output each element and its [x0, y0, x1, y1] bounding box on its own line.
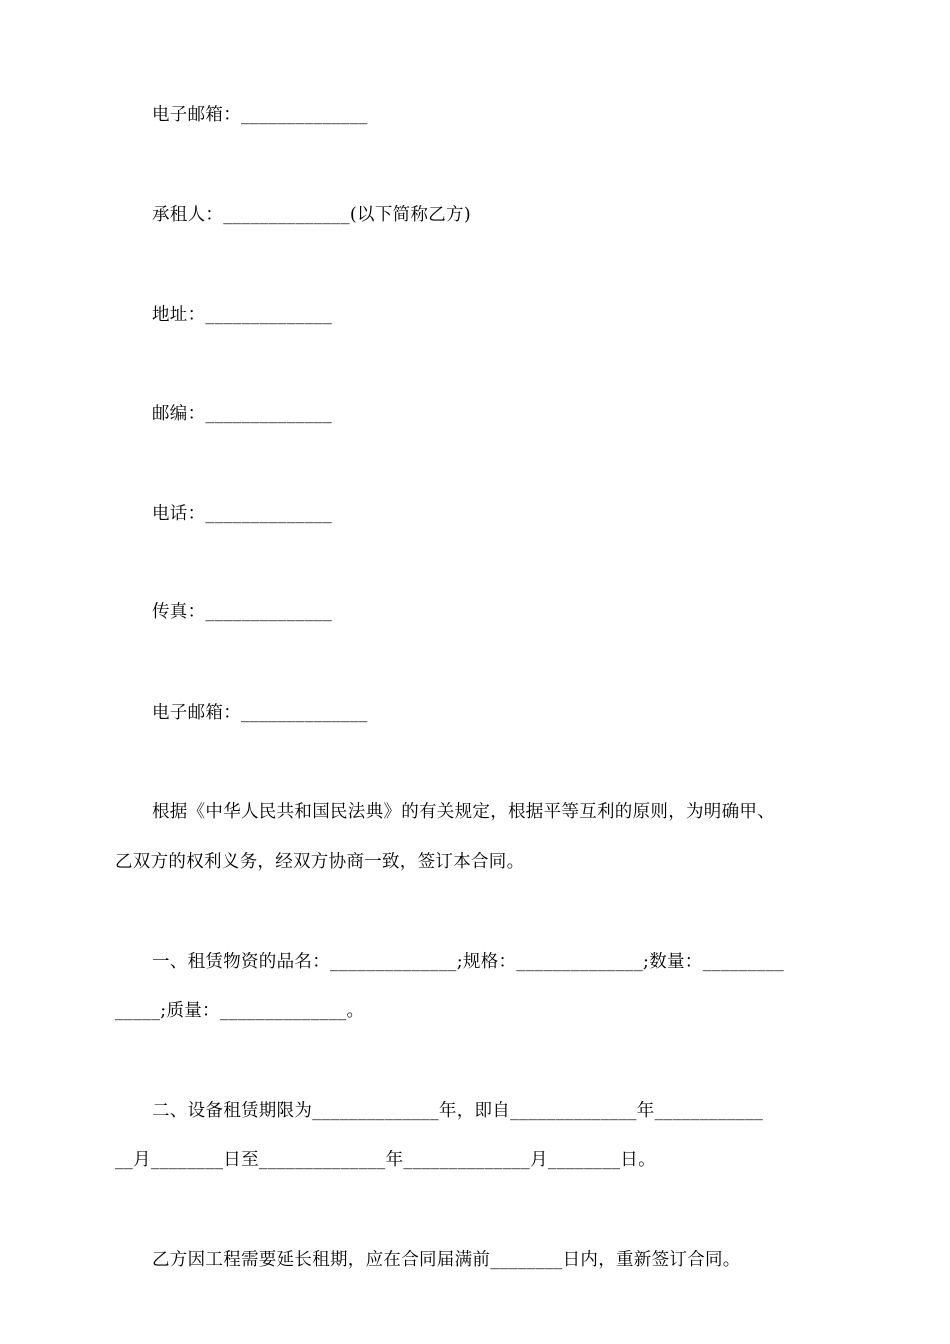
lessee-address-line: 地址：______________ — [152, 305, 333, 325]
extension-line: 乙方因工程需要延长租期，应在合同届满前________日内，重新签订合同。 — [152, 1250, 741, 1270]
lessor-email-line: 电子邮箱：______________ — [152, 105, 368, 125]
lessee-fax-line: 传真：______________ — [152, 602, 333, 622]
lessee-phone-line: 电话：______________ — [152, 504, 333, 524]
clause-2-line-1: 二、设备租赁期限为______________年，即自______________年____________ — [152, 1101, 764, 1121]
lessee-line: 承租人：______________(以下简称乙方) — [152, 205, 471, 225]
clause-1-line-2: _____;质量：______________。 — [115, 1001, 365, 1021]
clause-2-line-2: __月________日至______________年______________月________日。 — [115, 1150, 656, 1170]
preamble-line-2: 乙双方的权利义务，经双方协商一致，签订本合同。 — [115, 852, 525, 872]
lessee-email-line: 电子邮箱：______________ — [152, 703, 368, 723]
preamble-line-1: 根据《中华人民共和国民法典》的有关规定，根据平等互利的原则，为明确甲、 — [152, 802, 775, 822]
clause-1-line-1: 一、租赁物资的品名：______________;规格：______________;数量：_________ — [152, 952, 785, 972]
lessee-postcode-line: 邮编：______________ — [152, 404, 333, 424]
